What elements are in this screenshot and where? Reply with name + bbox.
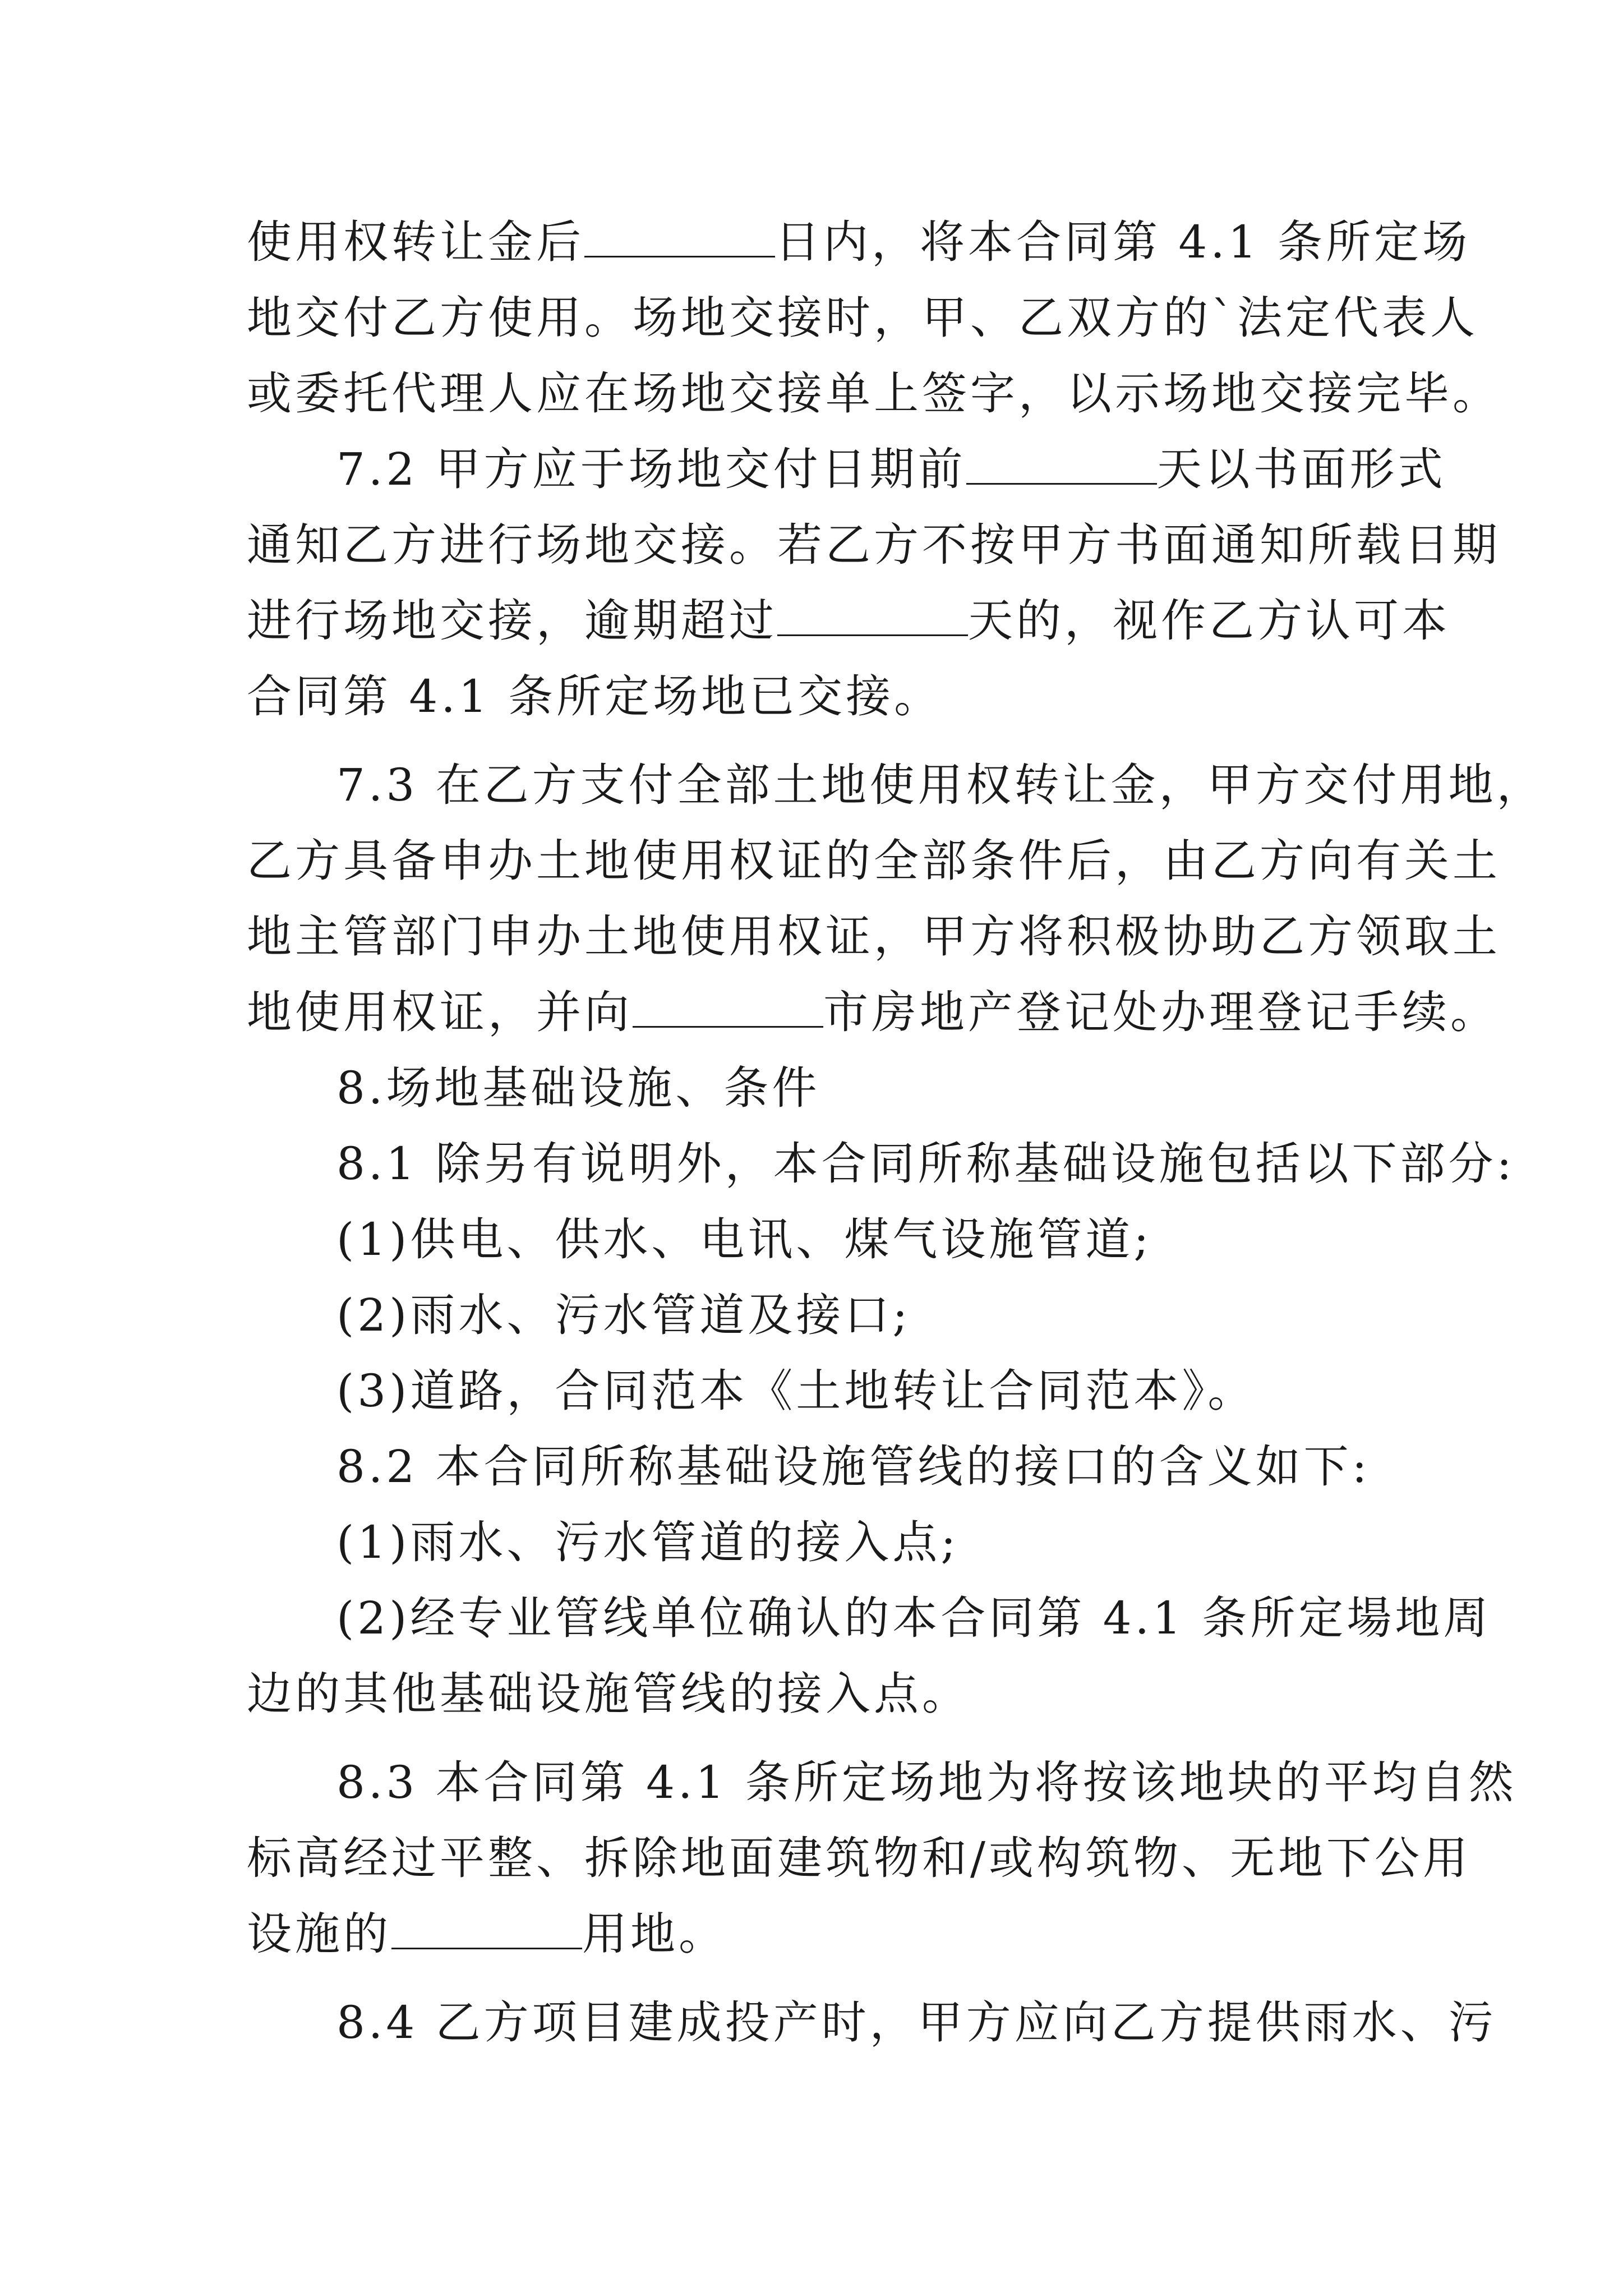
- fill-in-blank: [633, 992, 823, 1028]
- text-segment: 或委托代理人应在场地交接单上签字，以示场地交接完毕。: [247, 367, 1501, 420]
- text-segment: (3)道路，合同范本《土地转让合同范本》。: [336, 1365, 1256, 1417]
- text-segment: 8.场地基础设施、条件: [336, 1062, 820, 1114]
- text-segment: (2)经专业管线单位确认的本合同第 4.1 条所定場地周: [336, 1592, 1492, 1644]
- text-line: [247, 1646, 1385, 1742]
- text-segment: 8.4 乙方项目建成投产时，甲方应向乙方提供雨水、污: [336, 1996, 1497, 2049]
- text-segment: 日内，将本合同第 4.1 条所定场: [775, 216, 1471, 268]
- text-segment: 标高经过平整、拆除地面建筑物和/或构筑物、无地下公用: [247, 1832, 1471, 1884]
- text-segment: 市房地产登记处办理登记手续。: [823, 986, 1498, 1038]
- text-segment: 边的其他基础设施管线的接入点。: [247, 1668, 970, 1720]
- text-line: [247, 649, 1385, 744]
- text-segment: 乙方具备申办土地使用权证的全部条件后，由乙方向有关土: [247, 835, 1501, 887]
- text-segment: 进行场地交接，逾期超过: [247, 595, 777, 647]
- text-segment: 天的，视作乙方认可本: [968, 595, 1450, 647]
- text-segment: 用地。: [582, 1908, 727, 1960]
- text-line: [247, 1887, 1385, 1982]
- text-segment: 地交付乙方使用。场地交接时，甲、乙双方的`法定代表人: [247, 292, 1478, 344]
- fill-in-blank: [966, 449, 1157, 485]
- text-segment: 使用权转让金后: [247, 216, 584, 268]
- text-line: [336, 1975, 1497, 2070]
- text-segment: 地使用权证，并向: [247, 986, 633, 1038]
- text-segment: (1)供电、供水、电讯、煤气设施管道;: [336, 1213, 1152, 1266]
- text-segment: 天以书面形式: [1156, 443, 1446, 495]
- text-segment: (2)雨水、污水管道及接口;: [336, 1289, 911, 1341]
- text-segment: 8.3 本合同第 4.1 条所定场地为将按该地块的平均自然: [336, 1756, 1517, 1809]
- fill-in-blank: [777, 601, 968, 636]
- text-segment: 7.3 在乙方支付全部土地使用权转让金，甲方交付用地，: [336, 759, 1545, 811]
- text-segment: 地主管部门申办土地使用权证，甲方将积极协助乙方领取土: [247, 910, 1501, 963]
- text-segment: 8.1 除另有说明外，本合同所称基础设施包括以下部分:: [336, 1138, 1515, 1190]
- text-segment: (1)雨水、污水管道的接入点;: [336, 1516, 960, 1568]
- text-segment: 合同第 4.1 条所定场地已交接。: [247, 670, 943, 723]
- fill-in-blank: [391, 1914, 582, 1949]
- text-segment: 8.2 本合同所称基础设施管线的接口的含义如下:: [336, 1441, 1371, 1493]
- text-segment: 7.2 甲方应于场地交付日期前: [336, 443, 966, 495]
- fill-in-blank: [584, 222, 775, 257]
- text-segment: 设施的: [247, 1908, 391, 1960]
- text-segment: 通知乙方进行场地交接。若乙方不按甲方书面通知所载日期: [247, 519, 1501, 571]
